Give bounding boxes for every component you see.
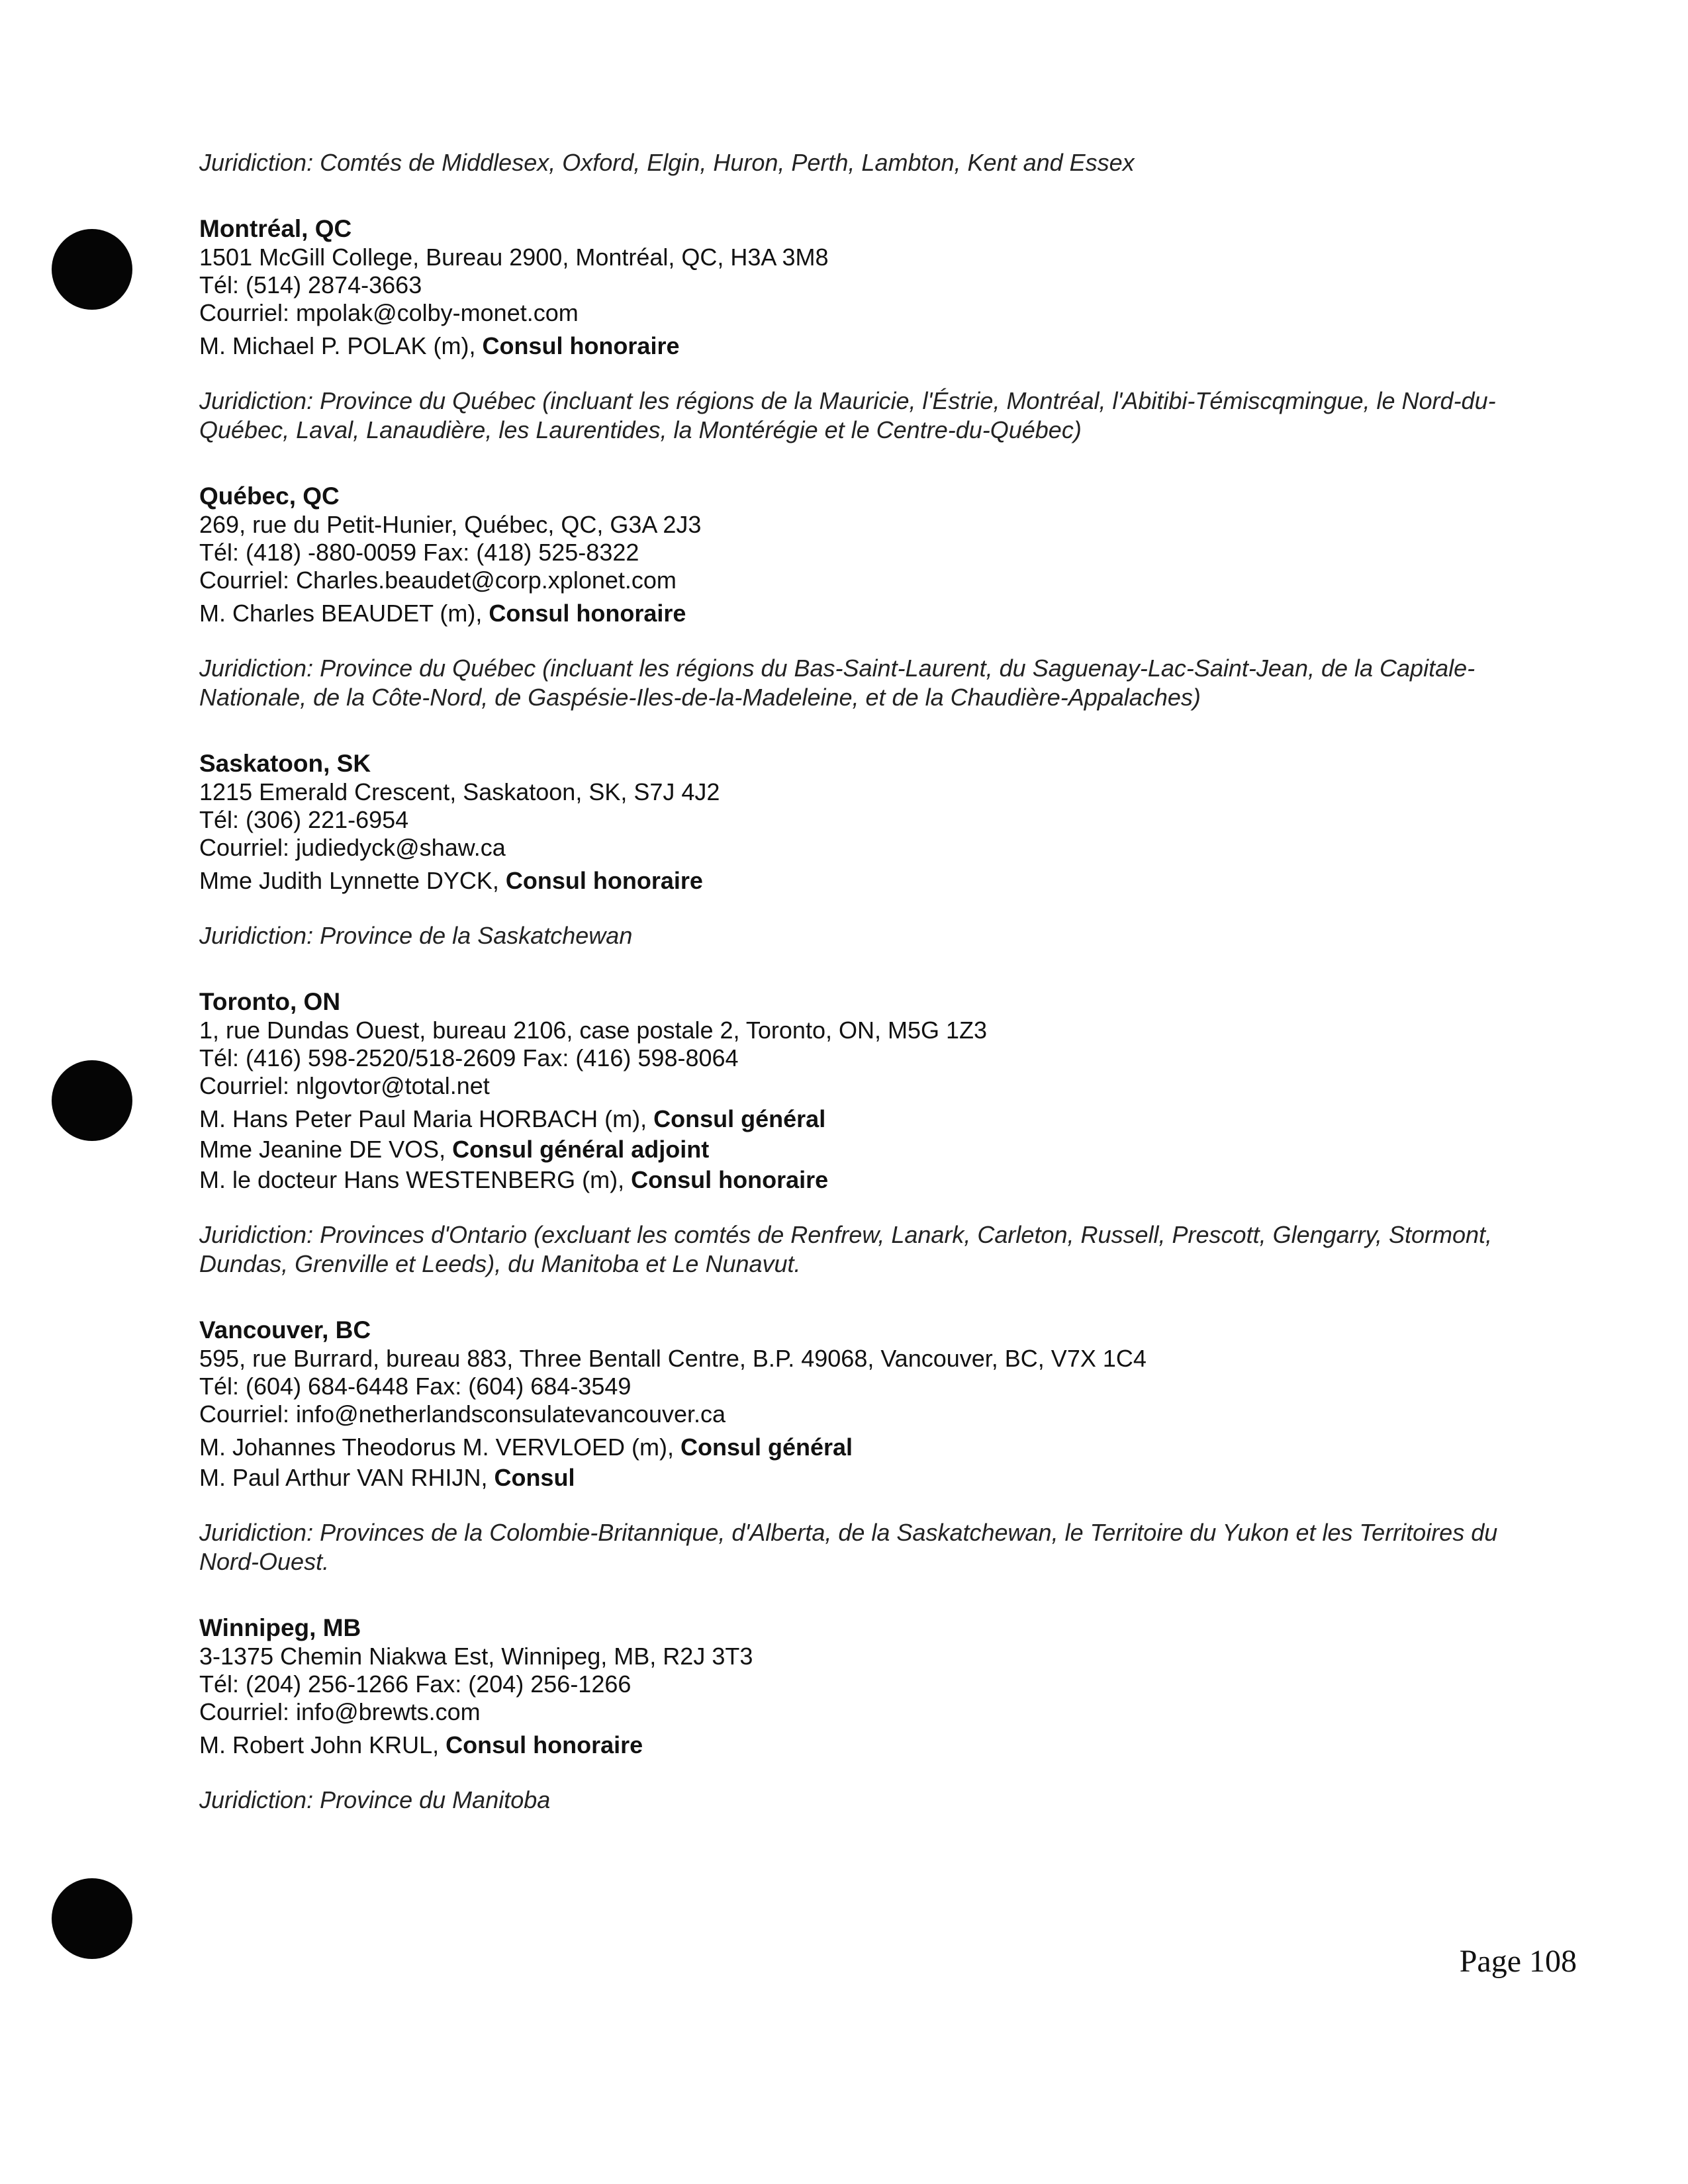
official	[199, 1104, 1536, 1134]
official-title: Consul honoraire	[489, 600, 686, 627]
email: Courriel: mpolak@colby-monet.com	[199, 299, 579, 326]
city-heading: Québec, QC	[199, 482, 340, 510]
email: Courriel: Charles.beaudet@corp.xplonet.com	[199, 567, 677, 594]
entries-list	[199, 214, 1536, 1815]
address: 3-1375 Chemin Niakwa Est, Winnipeg, MB, R2J 3T3	[199, 1643, 753, 1670]
punch-hole	[52, 229, 132, 310]
official-name: M. Robert John KRUL,	[199, 1731, 446, 1758]
city-heading: Toronto, ON	[199, 988, 341, 1015]
city-heading: Montréal, QC	[199, 215, 352, 242]
address: 1, rue Dundas Ouest, bureau 2106, case postale 2, Toronto, ON, M5G 1Z3	[199, 1017, 988, 1044]
consulate-entry	[199, 214, 1536, 445]
jurisdiction-text: Juridiction: Comtés de Middlesex, Oxford, Elgin, Huron, Perth, Lambton, Kent and Essex	[199, 149, 1135, 176]
address: 269, rue du Petit-Hunier, Québec, QC, G3A 2J3	[199, 511, 702, 538]
consulate-entry	[199, 987, 1536, 1279]
official-title: Consul général adjoint	[452, 1136, 710, 1163]
email: Courriel: judiedyck@shaw.ca	[199, 834, 506, 861]
consulate-entry	[199, 749, 1536, 950]
phone: Tél: (306) 221-6954	[199, 806, 409, 833]
address: 1501 McGill College, Bureau 2900, Montréal, QC, H3A 3M8	[199, 244, 829, 271]
official-name: M. Paul Arthur VAN RHIJN,	[199, 1464, 494, 1491]
official-title: Consul	[494, 1464, 575, 1491]
official-title: Consul honoraire	[445, 1731, 643, 1758]
official	[199, 1730, 1536, 1760]
officials-list	[199, 598, 1536, 629]
official-title: Consul général	[680, 1433, 853, 1461]
phone: Tél: (418) -880-0059 Fax: (418) 525-8322	[199, 539, 639, 566]
official-name: M. Hans Peter Paul Maria HORBACH (m),	[199, 1105, 654, 1132]
city-heading: Winnipeg, MB	[199, 1614, 361, 1641]
official-title: Consul général	[653, 1105, 826, 1132]
email: Courriel: info@brewts.com	[199, 1698, 481, 1725]
official	[199, 1165, 1536, 1195]
phone: Tél: (514) 2874-3663	[199, 271, 422, 298]
jurisdiction-text: Juridiction: Provinces de la Colombie-Britannique, d'Alberta, de la Saskatchewan, le Territoire du Yukon et les Territoires du Nord-Ouest.	[199, 1519, 1498, 1575]
official-title: Consul honoraire	[482, 332, 680, 359]
official	[199, 331, 1536, 361]
page-number: Page 108	[1459, 1944, 1577, 1979]
phone: Tél: (604) 684-6448 Fax: (604) 684-3549	[199, 1373, 632, 1400]
officials-list	[199, 1730, 1536, 1760]
consulate-entry	[199, 482, 1536, 712]
phone: Tél: (416) 598-2520/518-2609 Fax: (416) 598-8064	[199, 1044, 739, 1071]
official-name: M. le docteur Hans WESTENBERG (m),	[199, 1166, 632, 1193]
official-name: Mme Judith Lynnette DYCK,	[199, 867, 506, 894]
officials-list	[199, 1432, 1536, 1493]
jurisdiction-text: Juridiction: Provinces d'Ontario (excluant les comtés de Renfrew, Lanark, Carleton, Russell, Prescott, Glengarry, Stormont, Dundas, Grenville et Leeds), du Manitoba et Le Nunavut.	[199, 1221, 1493, 1277]
official	[199, 1134, 1536, 1165]
address: 1215 Emerald Crescent, Saskatoon, SK, S7J 4J2	[199, 778, 720, 805]
officials-list	[199, 1104, 1536, 1195]
consulate-entry	[199, 1316, 1536, 1576]
official-name: M. Johannes Theodorus M. VERVLOED (m),	[199, 1433, 680, 1461]
jurisdiction-text: Juridiction: Province du Québec (incluant les régions du Bas-Saint-Laurent, du Saguenay-Lac-Saint-Jean, de la Capitale-Nationale, de la Côte-Nord, de Gaspésie-Iles-de-la-Madeleine, et de la Chaudière-Appalaches)	[199, 655, 1476, 711]
consulate-entry	[199, 1614, 1536, 1815]
jurisdiction-text: Juridiction: Province du Québec (incluant les régions de la Mauricie, l'Éstrie, Montréal, l'Abitibi-Témiscqmingue, le Nord-du-Québec, Laval, Lanaudière, les Laurentides, la Montérégie et le Centre-du-Québec)	[199, 387, 1496, 443]
official-title: Consul honoraire	[631, 1166, 829, 1193]
official-name: Mme Jeanine DE VOS,	[199, 1136, 453, 1163]
official	[199, 1432, 1536, 1463]
punch-hole	[52, 1878, 132, 1959]
officials-list	[199, 331, 1536, 361]
official-name: M. Michael P. POLAK (m),	[199, 332, 483, 359]
official	[199, 1463, 1536, 1493]
address: 595, rue Burrard, bureau 883, Three Bentall Centre, B.P. 49068, Vancouver, BC, V7X 1C4	[199, 1345, 1147, 1372]
official	[199, 866, 1536, 896]
officials-list	[199, 866, 1536, 896]
official-title: Consul honoraire	[505, 867, 703, 894]
city-heading: Vancouver, BC	[199, 1316, 371, 1343]
punch-hole	[52, 1060, 132, 1141]
email: Courriel: nlgovtor@total.net	[199, 1072, 490, 1099]
phone: Tél: (204) 256-1266 Fax: (204) 256-1266	[199, 1670, 632, 1698]
city-heading: Saskatoon, SK	[199, 750, 371, 777]
official	[199, 598, 1536, 629]
jurisdiction-text: Juridiction: Province de la Saskatchewan	[199, 922, 633, 949]
official-name: M. Charles BEAUDET (m),	[199, 600, 489, 627]
consulate-listing	[199, 148, 1536, 1852]
jurisdiction-text: Juridiction: Province du Manitoba	[199, 1786, 551, 1813]
email: Courriel: info@netherlandsconsulatevancouver.ca	[199, 1400, 726, 1428]
